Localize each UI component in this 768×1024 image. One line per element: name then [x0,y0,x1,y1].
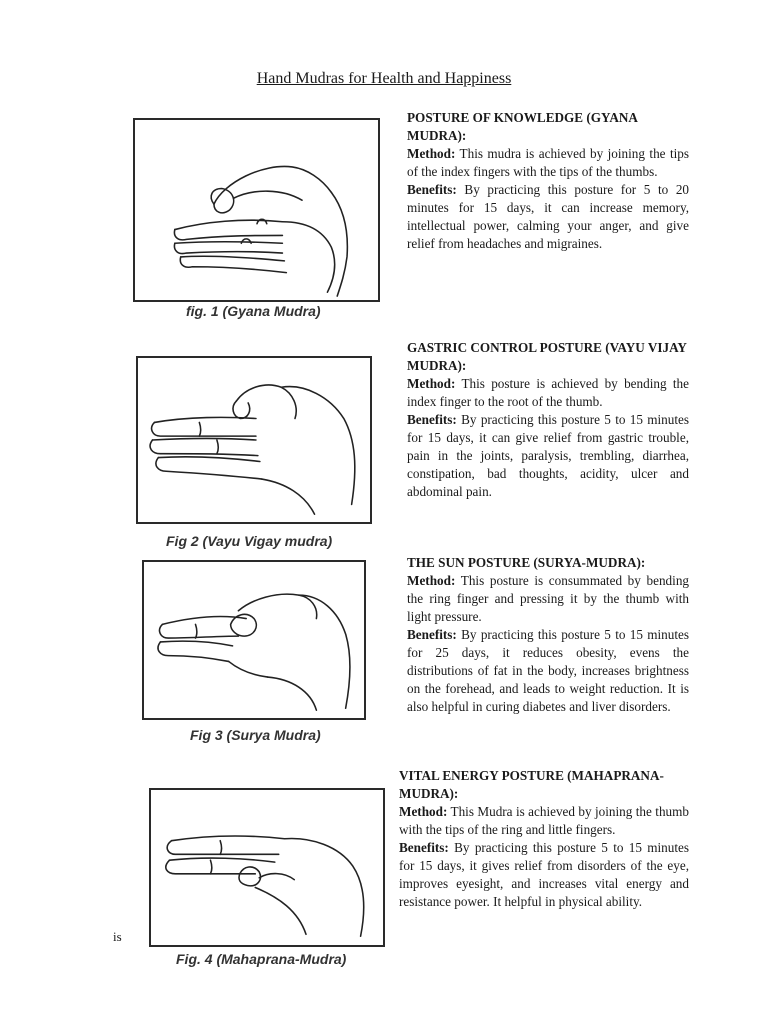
gyana-mudra-hand-drawing [135,120,378,300]
section-mahaprana-mudra [399,767,689,911]
method-text: This posture is achieved by bending the index finger to the root of the thumb. [407,376,689,409]
section-heading: GASTRIC CONTROL POSTURE (VAYU VIJAY MUDRA): [407,340,687,373]
method-paragraph [407,572,689,626]
figure-1-illustration [133,118,380,302]
figure-4-illustration [149,788,385,947]
benefits-label: Benefits: [399,840,449,855]
section-heading: POSTURE OF KNOWLEDGE (GYANA MUDRA): [407,110,638,143]
figure-2-caption: Fig 2 (Vayu Vigay mudra) [166,533,333,549]
benefits-label: Benefits: [407,182,457,197]
method-label: Method: [407,573,456,588]
method-label: Method: [407,146,456,161]
benefits-text: By practicing this posture 5 to 15 minutes for 25 days, it reduces obesity, evens the distributions of fat in the body, increases brightness on the forehead, and leads to weight reduction. It is also helpful in curing diabetes and liver disorders. [407,627,690,714]
benefits-label: Benefits: [407,627,457,642]
benefits-label: Benefits: [407,412,457,427]
figure-4-caption: Fig. 4 (Mahaprana-Mudra) [176,951,347,967]
mahaprana-mudra-hand-drawing [151,790,383,945]
section-surya-mudra [407,554,689,716]
method-text: This posture is consummated by bending the ring finger and pressing it by the thumb with light pressure. [407,573,690,624]
method-text: This mudra is achieved by joining the tips of the index fingers with the tips of the thumbs. [407,146,689,179]
figure-3-caption: Fig 3 (Surya Mudra) [190,727,321,743]
benefits-text: By practicing this posture 5 to 15 minutes for 15 days, it can give relief from gastric trouble, pain in the joints, paralysis, trembling, diarrhea, constipation, bad thoughts, acidity, ulcer and abdominal pain. [407,412,690,499]
stray-text: is [113,929,122,944]
benefits-paragraph [407,181,689,253]
benefits-paragraph [407,626,689,716]
method-label: Method: [407,376,456,391]
section-vayu-mudra [407,339,689,501]
figure-2-illustration [136,356,372,524]
method-label: Method: [399,804,448,819]
benefits-paragraph [399,839,689,911]
benefits-paragraph [407,411,689,501]
vayu-mudra-hand-drawing [138,358,370,522]
benefits-text: By practicing this posture 5 to 15 minutes for 15 days, it gives relief from disorders of the eye, improves eyesight, and increases vital energy and resistance power. It helpful in physical ability. [399,840,690,909]
method-text: This Mudra is achieved by joining the thumb with the tips of the ring and little fingers. [399,804,689,837]
method-paragraph [399,803,689,839]
benefits-text: By practicing this posture for 5 to 20 minutes for 15 days, it can increase memory, intellectual power, calming your anger, and give relief from headaches and migraines. [407,182,690,251]
method-paragraph [407,375,689,411]
section-gyana-mudra [407,109,689,253]
figure-3-illustration [142,560,366,720]
surya-mudra-hand-drawing [144,562,364,718]
page-title: Hand Mudras for Health and Happiness [256,70,512,87]
section-heading: THE SUN POSTURE (SURYA-MUDRA): [407,555,646,570]
method-paragraph [407,145,689,181]
section-heading: VITAL ENERGY POSTURE (MAHAPRANA-MUDRA): [399,768,664,801]
figure-1-caption: fig. 1 (Gyana Mudra) [186,303,321,319]
